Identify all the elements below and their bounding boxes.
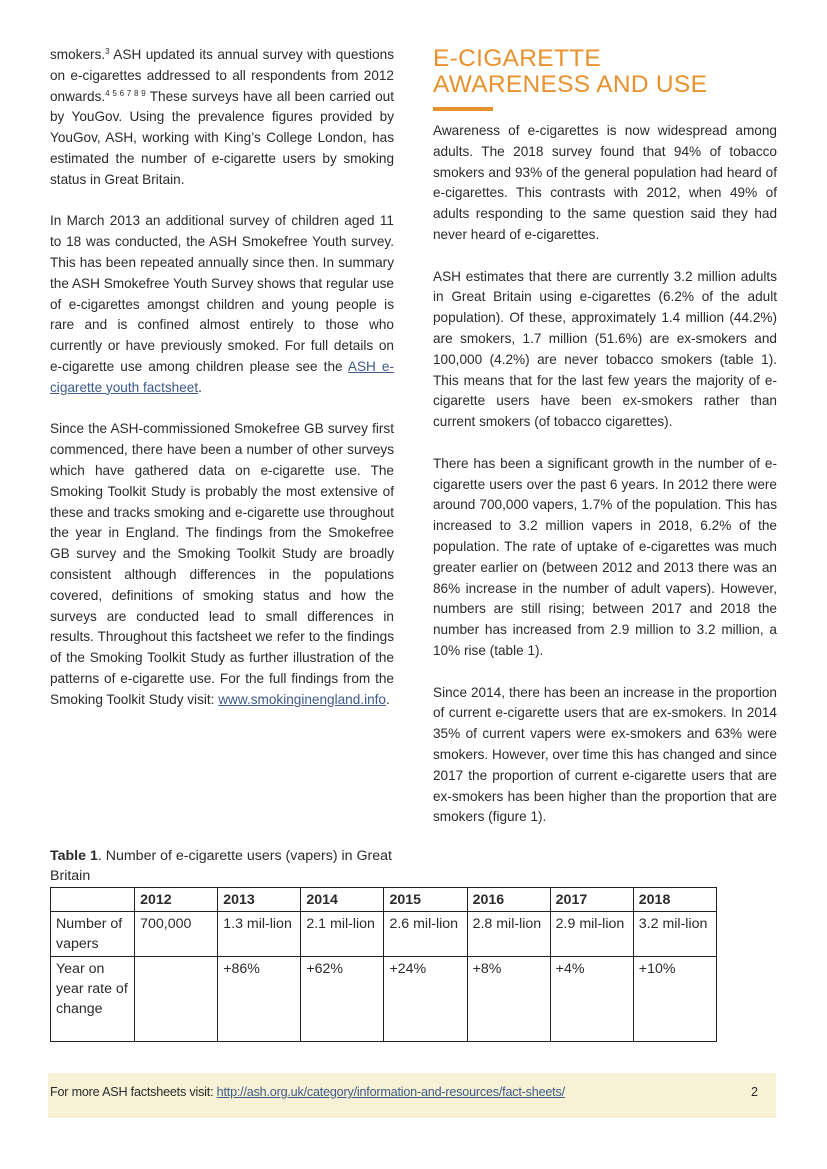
table-header-cell [51, 888, 135, 912]
section-heading-line2: AWARENESS AND USE [433, 71, 708, 98]
table-cell: +86% [218, 957, 301, 1042]
table-caption-text: . Number of e-cigarette users (vapers) in Great Britain [50, 848, 392, 884]
footnote-ref[interactable]: 3 [105, 47, 110, 56]
row-label: Year on year rate of change [51, 957, 135, 1042]
paragraph-awareness: Awareness of e-cigarettes is now widespread among adults. The 2018 survey found that 94% of tobacco smokers and 93% of the general population had heard of e-cigarettes. This contrasts with 2012, when 49% of adults responding to the same question said they had never heard of e-cigarettes. [433, 123, 777, 242]
table-cell: 2.8 mil-lion [467, 912, 550, 957]
table-cell: +4% [550, 957, 633, 1042]
text: . [386, 691, 390, 707]
table-row [51, 912, 717, 957]
text: In March 2013 an additional survey of children aged 11 to 18 was conducted, the ASH Smokefree Youth survey. This has been repeated annually since then. In summary the ASH Smokefree Youth Survey shows that regular use of e-cigarettes amongst children and young people is rare and is confined almost entirely to those who currently or have previously smoked. For full details on e-cigarette use among children please see the [50, 213, 394, 374]
paragraph-survey-history [50, 45, 394, 191]
section-heading-line1: E-CIGARETTE [433, 45, 602, 72]
right-column [433, 121, 777, 828]
text: smokers. [50, 47, 106, 62]
paragraph-estimates: ASH estimates that there are currently 3.2 million adults in Great Britain using e-cigarettes (6.2% of the adult population). Of these, approximately 1.4 million (44.2%) are smokers, 1.7 million (51.6%) are ex-smokers and 100,000 (4.2%) are never tobacco smokers (table 1). This means that for the last few years the majority of e-cigarette users have been ex-smokers rather than current smokers (of tobacco cigarettes). [433, 268, 777, 430]
table-header-cell: 2015 [384, 888, 467, 912]
table-header-cell: 2016 [467, 888, 550, 912]
heading-accent-rule [433, 107, 493, 111]
text: . [198, 379, 202, 395]
section-heading [433, 46, 793, 98]
table-header-cell: 2013 [218, 888, 301, 912]
table-cell: 700,000 [135, 912, 218, 957]
table-row [51, 957, 717, 1042]
footer-label: For more ASH factsheets visit: [50, 1085, 217, 1099]
youth-factsheet-link[interactable]: ASH e-cigarette youth factsheet [50, 358, 394, 395]
table-cell: 3.2 mil-lion [633, 912, 716, 957]
table-cell: 2.9 mil-lion [550, 912, 633, 957]
table-cell: 2.1 mil-lion [301, 912, 384, 957]
paragraph-growth: There has been a significant growth in the number of e-cigarette users over the past 6 years. In 2012 there were around 700,000 vapers, 1.7% of the population. This has increased to 3.2 million vapers in 2018, 6.2% of the population. The rate of uptake of e-cigarettes was much greater earlier on (between 2012 and 2013 there was an 86% increase in the number of adult vapers). However, numbers are still rising; between 2017 and 2018 the number has increased from 2.9 million to 3.2 million, a 10% rise (table 1). [433, 455, 777, 658]
table-caption [50, 846, 420, 886]
table-cell: +8% [467, 957, 550, 1042]
table-cell [135, 957, 218, 1042]
row-label: Number of vapers [51, 912, 135, 957]
table-header-cell: 2012 [135, 888, 218, 912]
table-caption-label: Table 1 [50, 848, 98, 864]
table-cell: +62% [301, 957, 384, 1042]
table-header-cell: 2014 [301, 888, 384, 912]
footer-text [50, 1084, 565, 1100]
vapers-table [50, 887, 717, 1042]
left-column [50, 45, 394, 711]
paragraph-ex-smokers: Since 2014, there has been an increase in the proportion of current e-cigarette users that are ex-smokers. In 2014 35% of current vapers were ex-smokers and 63% were smokers. However, over time this has changed and since 2017 the proportion of current e-cigarette users that are ex-smokers has been higher than the proportion that are smokers (figure 1). [433, 684, 777, 825]
page-footer [48, 1073, 776, 1118]
table-cell: 1.3 mil-lion [218, 912, 301, 957]
text: ASH updated its annual survey with questions on e-cigarettes addressed to all respondents from 2012 onwards. [50, 47, 394, 104]
table-cell: +24% [384, 957, 467, 1042]
table-header-cell: 2018 [633, 888, 716, 912]
footnote-refs[interactable]: 4 5 6 7 8 9 [105, 88, 146, 98]
table-header-cell: 2017 [550, 888, 633, 912]
table-header-row [51, 888, 717, 912]
page-number: 2 [750, 1085, 758, 1099]
smokinginengland-link[interactable]: www.smokinginengland.info [218, 691, 386, 707]
table-cell: 2.6 mil-lion [384, 912, 467, 957]
text: Since the ASH-commissioned Smokefree GB survey first commenced, there have been a number of other surveys which have gathered data on e-cigarette use. The Smoking Toolkit Study is probably the most extensive of these and tracks smoking and e-cigarette use throughout the year in England. The findings from the Smokefree GB survey and the Smoking Toolkit Study are broadly consistent although differences in the populations covered, definitions of smoking status and how the surveys are conducted lead to small differences in results. Throughout this factsheet we refer to the findings of the Smoking Toolkit Study as further illustration of the patterns of e-cigarette use. For the full findings from the Smoking Toolkit Study visit: [50, 421, 394, 707]
paragraph-other-surveys [50, 419, 394, 710]
text: These surveys have all been carried out by YouGov. Using the prevalence figures provided by YouGov, ASH, working with King’s College London, has estimated the number of e-cigarette users by smoking status in Great Britain. [50, 88, 395, 187]
paragraph-youth-survey [50, 211, 394, 398]
table-cell: +10% [633, 957, 716, 1042]
factsheets-link[interactable]: http://ash.org.uk/category/information-and-resources/fact-sheets/ [216, 1085, 565, 1099]
